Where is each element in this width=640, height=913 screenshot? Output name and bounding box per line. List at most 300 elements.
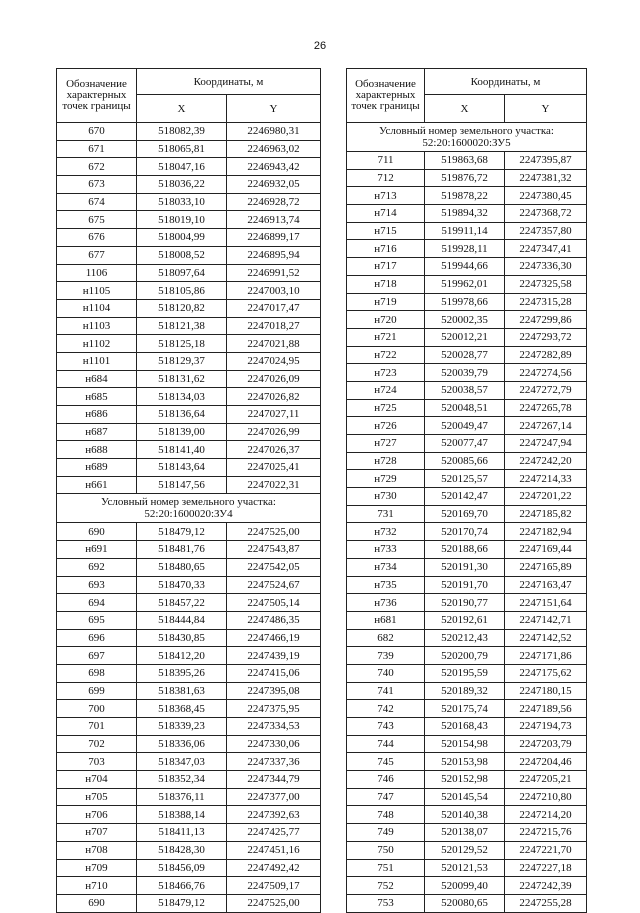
x-coordinate-cell: 518336,06 — [137, 735, 227, 753]
x-coordinate-cell: 518352,34 — [137, 771, 227, 789]
section-row — [57, 494, 321, 523]
x-coordinate-cell: 518047,16 — [137, 158, 227, 176]
y-coordinate-cell: 2247509,17 — [227, 877, 321, 895]
table-row — [57, 441, 321, 459]
point-id-cell: н1103 — [57, 317, 137, 335]
y-coordinate-cell: 2247439,19 — [227, 647, 321, 665]
table-row — [57, 140, 321, 158]
y-coordinate-cell: 2247357,80 — [505, 222, 587, 240]
y-coordinate-cell: 2247194,73 — [505, 718, 587, 736]
point-id-cell: 677 — [57, 246, 137, 264]
y-coordinate-cell: 2247344,79 — [227, 771, 321, 789]
point-id-cell: 682 — [347, 629, 425, 647]
y-coordinate-cell: 2247151,64 — [505, 594, 587, 612]
land-plot-number: Условный номер земельного участка: 52:20:1600020:ЗУ4 — [57, 494, 321, 523]
page-number: 26 — [313, 40, 327, 52]
table-row — [347, 399, 587, 417]
x-coordinate-cell: 518368,45 — [137, 700, 227, 718]
x-coordinate-cell: 520200,79 — [425, 647, 505, 665]
y-coordinate-cell: 2247201,22 — [505, 488, 587, 506]
table-row — [57, 193, 321, 211]
point-id-cell: 673 — [57, 176, 137, 194]
point-id-cell: 671 — [57, 140, 137, 158]
point-id-cell: н728 — [347, 452, 425, 470]
point-id-cell: н721 — [347, 328, 425, 346]
point-id-cell: н725 — [347, 399, 425, 417]
y-coordinate-cell: 2247221,70 — [505, 841, 587, 859]
table-row — [57, 335, 321, 353]
table-row — [347, 275, 587, 293]
point-id-cell: н722 — [347, 346, 425, 364]
point-id-cell: 693 — [57, 576, 137, 594]
x-coordinate-cell: 520077,47 — [425, 435, 505, 453]
table-row — [57, 877, 321, 895]
y-column-header: Y — [505, 95, 587, 123]
y-coordinate-cell: 2247024,95 — [227, 352, 321, 370]
y-coordinate-cell: 2247425,77 — [227, 824, 321, 842]
point-id-cell: н729 — [347, 470, 425, 488]
point-id-cell: н1101 — [57, 352, 137, 370]
point-id-cell: н723 — [347, 364, 425, 382]
point-id-cell: н732 — [347, 523, 425, 541]
y-coordinate-cell: 2247025,41 — [227, 459, 321, 477]
table-row — [57, 459, 321, 477]
y-coordinate-cell: 2247337,36 — [227, 753, 321, 771]
x-coordinate-cell: 518395,26 — [137, 664, 227, 682]
x-coordinate-cell: 518143,64 — [137, 459, 227, 477]
y-column-header: Y — [227, 95, 321, 123]
x-coordinate-cell: 520192,61 — [425, 611, 505, 629]
point-id-cell: 751 — [347, 859, 425, 877]
point-id-cell: 742 — [347, 700, 425, 718]
point-id-cell: н709 — [57, 859, 137, 877]
table-row — [57, 841, 321, 859]
y-coordinate-cell: 2247486,35 — [227, 611, 321, 629]
x-coordinate-cell: 520175,74 — [425, 700, 505, 718]
land-plot-number: Условный номер земельного участка: 52:20:1600020:ЗУ5 — [347, 123, 587, 152]
table-row — [347, 594, 587, 612]
y-coordinate-cell: 2247142,71 — [505, 611, 587, 629]
x-coordinate-cell: 520170,74 — [425, 523, 505, 541]
point-id-cell: н1104 — [57, 299, 137, 317]
table-row — [57, 629, 321, 647]
y-coordinate-cell: 2247026,09 — [227, 370, 321, 388]
x-coordinate-cell: 518347,03 — [137, 753, 227, 771]
point-id-cell: 692 — [57, 558, 137, 576]
x-coordinate-cell: 520191,70 — [425, 576, 505, 594]
point-id-cell: 744 — [347, 735, 425, 753]
table-row — [347, 894, 587, 912]
point-id-cell: 749 — [347, 824, 425, 842]
x-coordinate-cell: 518125,18 — [137, 335, 227, 353]
table-row — [347, 470, 587, 488]
table-row — [347, 417, 587, 435]
table-row — [347, 222, 587, 240]
point-id-cell: 712 — [347, 169, 425, 187]
y-coordinate-cell: 2247003,10 — [227, 282, 321, 300]
point-id-cell: н733 — [347, 541, 425, 559]
table-row — [347, 523, 587, 541]
point-id-cell: 701 — [57, 718, 137, 736]
x-coordinate-cell: 520168,43 — [425, 718, 505, 736]
point-id-cell: 695 — [57, 611, 137, 629]
y-coordinate-cell: 2247336,30 — [505, 258, 587, 276]
x-coordinate-cell: 518139,00 — [137, 423, 227, 441]
x-coordinate-cell: 519894,32 — [425, 205, 505, 223]
point-id-cell: 753 — [347, 894, 425, 912]
y-coordinate-cell: 2247180,15 — [505, 682, 587, 700]
y-coordinate-cell: 2247026,99 — [227, 423, 321, 441]
table-row — [347, 841, 587, 859]
y-coordinate-cell: 2247415,06 — [227, 664, 321, 682]
y-coordinate-cell: 2247171,86 — [505, 647, 587, 665]
x-coordinate-cell: 520195,59 — [425, 664, 505, 682]
table-row — [347, 169, 587, 187]
table-row — [57, 788, 321, 806]
x-coordinate-cell: 518479,12 — [137, 523, 227, 541]
section-row — [347, 123, 587, 152]
x-coordinate-cell: 518479,12 — [137, 894, 227, 912]
x-coordinate-cell: 518388,14 — [137, 806, 227, 824]
point-id-cell: 670 — [57, 123, 137, 141]
x-coordinate-cell: 519962,01 — [425, 275, 505, 293]
y-coordinate-cell: 2247215,76 — [505, 824, 587, 842]
table-row — [57, 370, 321, 388]
table-row — [57, 735, 321, 753]
table-row — [347, 381, 587, 399]
y-coordinate-cell: 2247255,28 — [505, 894, 587, 912]
point-id-cell: н685 — [57, 388, 137, 406]
table-row — [57, 211, 321, 229]
y-coordinate-cell: 2247368,72 — [505, 205, 587, 223]
y-coordinate-cell: 2246932,05 — [227, 176, 321, 194]
x-coordinate-cell: 518097,64 — [137, 264, 227, 282]
point-id-cell: 748 — [347, 806, 425, 824]
point-id-cell: н730 — [347, 488, 425, 506]
table-row — [57, 229, 321, 247]
point-id-cell: 676 — [57, 229, 137, 247]
x-coordinate-cell: 518376,11 — [137, 788, 227, 806]
x-coordinate-cell: 520048,51 — [425, 399, 505, 417]
point-id-cell: 694 — [57, 594, 137, 612]
x-coordinate-cell: 520188,66 — [425, 541, 505, 559]
point-id-cell: 1106 — [57, 264, 137, 282]
y-coordinate-cell: 2247380,45 — [505, 187, 587, 205]
y-coordinate-cell: 2247214,20 — [505, 806, 587, 824]
designation-header: Обозначение характерных точек границы — [57, 69, 137, 123]
x-coordinate-cell: 518456,09 — [137, 859, 227, 877]
x-coordinate-cell: 518033,10 — [137, 193, 227, 211]
y-coordinate-cell: 2247334,53 — [227, 718, 321, 736]
y-coordinate-cell: 2247381,32 — [505, 169, 587, 187]
point-id-cell: н714 — [347, 205, 425, 223]
y-coordinate-cell: 2247392,63 — [227, 806, 321, 824]
x-coordinate-cell: 518008,52 — [137, 246, 227, 264]
y-coordinate-cell: 2247524,67 — [227, 576, 321, 594]
y-coordinate-cell: 2247282,89 — [505, 346, 587, 364]
y-coordinate-cell: 2246991,52 — [227, 264, 321, 282]
y-coordinate-cell: 2247466,19 — [227, 629, 321, 647]
point-id-cell: н704 — [57, 771, 137, 789]
x-coordinate-cell: 518430,85 — [137, 629, 227, 647]
x-coordinate-cell: 520012,21 — [425, 328, 505, 346]
x-coordinate-cell: 518411,13 — [137, 824, 227, 842]
coordinates-table-right — [346, 68, 587, 913]
point-id-cell: 741 — [347, 682, 425, 700]
y-coordinate-cell: 2247142,52 — [505, 629, 587, 647]
point-id-cell: 745 — [347, 753, 425, 771]
table-row — [347, 311, 587, 329]
y-coordinate-cell: 2247165,89 — [505, 558, 587, 576]
y-coordinate-cell: 2247492,42 — [227, 859, 321, 877]
table-row — [347, 541, 587, 559]
designation-header: Обозначение характерных точек границы — [347, 69, 425, 123]
x-coordinate-cell: 520085,66 — [425, 452, 505, 470]
y-coordinate-cell: 2247185,82 — [505, 505, 587, 523]
point-id-cell: 672 — [57, 158, 137, 176]
y-coordinate-cell: 2247182,94 — [505, 523, 587, 541]
x-coordinate-cell: 520154,98 — [425, 735, 505, 753]
table-row — [347, 718, 587, 736]
x-coordinate-cell: 518129,37 — [137, 352, 227, 370]
x-coordinate-cell: 519876,72 — [425, 169, 505, 187]
x-coordinate-cell: 520190,77 — [425, 594, 505, 612]
table-row — [57, 406, 321, 424]
x-coordinate-cell: 518004,99 — [137, 229, 227, 247]
x-column-header: X — [425, 95, 505, 123]
table-row — [57, 299, 321, 317]
x-coordinate-cell: 518105,86 — [137, 282, 227, 300]
y-coordinate-cell: 2247272,79 — [505, 381, 587, 399]
table-row — [57, 664, 321, 682]
table-row — [57, 859, 321, 877]
table-row — [57, 576, 321, 594]
point-id-cell: 743 — [347, 718, 425, 736]
y-coordinate-cell: 2247026,82 — [227, 388, 321, 406]
table-row — [57, 423, 321, 441]
x-coordinate-cell: 518131,62 — [137, 370, 227, 388]
point-id-cell: н687 — [57, 423, 137, 441]
x-coordinate-cell: 518065,81 — [137, 140, 227, 158]
point-id-cell: н710 — [57, 877, 137, 895]
x-coordinate-cell: 520121,53 — [425, 859, 505, 877]
point-id-cell: н686 — [57, 406, 137, 424]
table-row — [347, 240, 587, 258]
table-row — [57, 771, 321, 789]
point-id-cell: н716 — [347, 240, 425, 258]
table-row — [347, 824, 587, 842]
point-id-cell: н726 — [347, 417, 425, 435]
x-coordinate-cell: 518480,65 — [137, 558, 227, 576]
point-id-cell: 674 — [57, 193, 137, 211]
point-id-cell: н719 — [347, 293, 425, 311]
y-coordinate-cell: 2247203,79 — [505, 735, 587, 753]
point-id-cell: н724 — [347, 381, 425, 399]
y-coordinate-cell: 2247214,33 — [505, 470, 587, 488]
x-coordinate-cell: 518457,22 — [137, 594, 227, 612]
table-row — [347, 700, 587, 718]
point-id-cell: 697 — [57, 647, 137, 665]
point-id-cell: н705 — [57, 788, 137, 806]
point-id-cell: 752 — [347, 877, 425, 895]
y-coordinate-cell: 2246895,94 — [227, 246, 321, 264]
y-coordinate-cell: 2247175,62 — [505, 664, 587, 682]
x-coordinate-cell: 518444,84 — [137, 611, 227, 629]
table-row — [347, 258, 587, 276]
point-id-cell: н1102 — [57, 335, 137, 353]
x-coordinate-cell: 520153,98 — [425, 753, 505, 771]
y-coordinate-cell: 2246963,02 — [227, 140, 321, 158]
y-coordinate-cell: 2247395,08 — [227, 682, 321, 700]
y-coordinate-cell: 2247265,78 — [505, 399, 587, 417]
point-id-cell: н706 — [57, 806, 137, 824]
point-id-cell: н688 — [57, 441, 137, 459]
table-row — [347, 435, 587, 453]
point-id-cell: н713 — [347, 187, 425, 205]
y-coordinate-cell: 2247169,44 — [505, 541, 587, 559]
point-id-cell: н684 — [57, 370, 137, 388]
x-coordinate-cell: 520140,38 — [425, 806, 505, 824]
table-row — [57, 352, 321, 370]
table-row — [347, 152, 587, 170]
table-row — [57, 123, 321, 141]
point-id-cell: н661 — [57, 476, 137, 494]
table-row — [57, 753, 321, 771]
y-coordinate-cell: 2247017,47 — [227, 299, 321, 317]
x-coordinate-cell: 520152,98 — [425, 771, 505, 789]
x-coordinate-cell: 518019,10 — [137, 211, 227, 229]
point-id-cell: 740 — [347, 664, 425, 682]
table-row — [347, 771, 587, 789]
table-row — [57, 541, 321, 559]
point-id-cell: н715 — [347, 222, 425, 240]
table-row — [347, 682, 587, 700]
y-coordinate-cell: 2247542,05 — [227, 558, 321, 576]
y-coordinate-cell: 2247267,14 — [505, 417, 587, 435]
y-coordinate-cell: 2247210,80 — [505, 788, 587, 806]
point-id-cell: 675 — [57, 211, 137, 229]
point-id-cell: 746 — [347, 771, 425, 789]
point-id-cell: 690 — [57, 523, 137, 541]
table-row — [57, 894, 321, 912]
point-id-cell: н691 — [57, 541, 137, 559]
x-coordinate-cell: 519944,66 — [425, 258, 505, 276]
x-coordinate-cell: 518481,76 — [137, 541, 227, 559]
point-id-cell: 699 — [57, 682, 137, 700]
point-id-cell: н708 — [57, 841, 137, 859]
table-row — [57, 282, 321, 300]
table-row — [347, 558, 587, 576]
table-row — [347, 187, 587, 205]
x-column-header: X — [137, 95, 227, 123]
point-id-cell: н734 — [347, 558, 425, 576]
table-row — [347, 647, 587, 665]
point-id-cell: н689 — [57, 459, 137, 477]
x-coordinate-cell: 518121,38 — [137, 317, 227, 335]
y-coordinate-cell: 2247395,87 — [505, 152, 587, 170]
table-row — [347, 452, 587, 470]
point-id-cell: 698 — [57, 664, 137, 682]
x-coordinate-cell: 519978,66 — [425, 293, 505, 311]
coordinates-header: Координаты, м — [137, 69, 321, 95]
table-row — [347, 346, 587, 364]
x-coordinate-cell: 520212,43 — [425, 629, 505, 647]
table-row — [347, 859, 587, 877]
table-row — [347, 806, 587, 824]
table-row — [347, 629, 587, 647]
y-coordinate-cell: 2247274,56 — [505, 364, 587, 382]
y-coordinate-cell: 2246943,42 — [227, 158, 321, 176]
y-coordinate-cell: 2246980,31 — [227, 123, 321, 141]
y-coordinate-cell: 2247247,94 — [505, 435, 587, 453]
x-coordinate-cell: 518412,20 — [137, 647, 227, 665]
x-coordinate-cell: 518339,23 — [137, 718, 227, 736]
y-coordinate-cell: 2247163,47 — [505, 576, 587, 594]
table-row — [57, 264, 321, 282]
y-coordinate-cell: 2247543,87 — [227, 541, 321, 559]
table-row — [57, 682, 321, 700]
point-id-cell: 702 — [57, 735, 137, 753]
x-coordinate-cell: 520145,54 — [425, 788, 505, 806]
x-coordinate-cell: 520125,57 — [425, 470, 505, 488]
point-id-cell: н1105 — [57, 282, 137, 300]
x-coordinate-cell: 518141,40 — [137, 441, 227, 459]
x-coordinate-cell: 518120,82 — [137, 299, 227, 317]
x-coordinate-cell: 520080,65 — [425, 894, 505, 912]
point-id-cell: 739 — [347, 647, 425, 665]
point-id-cell: 731 — [347, 505, 425, 523]
table-row — [347, 664, 587, 682]
table-row — [57, 176, 321, 194]
point-id-cell: н717 — [347, 258, 425, 276]
x-coordinate-cell: 519911,14 — [425, 222, 505, 240]
x-coordinate-cell: 518381,63 — [137, 682, 227, 700]
point-id-cell: н735 — [347, 576, 425, 594]
table-row — [347, 788, 587, 806]
table-row — [347, 293, 587, 311]
x-coordinate-cell: 520002,35 — [425, 311, 505, 329]
x-coordinate-cell: 518082,39 — [137, 123, 227, 141]
table-row — [347, 364, 587, 382]
table-row — [57, 246, 321, 264]
y-coordinate-cell: 2247204,46 — [505, 753, 587, 771]
table-row — [57, 476, 321, 494]
coordinates-header: Координаты, м — [425, 69, 587, 95]
x-coordinate-cell: 520049,47 — [425, 417, 505, 435]
x-coordinate-cell: 520191,30 — [425, 558, 505, 576]
point-id-cell: н681 — [347, 611, 425, 629]
x-coordinate-cell: 518428,30 — [137, 841, 227, 859]
y-coordinate-cell: 2247189,56 — [505, 700, 587, 718]
table-row — [347, 205, 587, 223]
y-coordinate-cell: 2247525,00 — [227, 894, 321, 912]
y-coordinate-cell: 2247021,88 — [227, 335, 321, 353]
point-id-cell: 700 — [57, 700, 137, 718]
y-coordinate-cell: 2247027,11 — [227, 406, 321, 424]
y-coordinate-cell: 2247242,39 — [505, 877, 587, 895]
x-coordinate-cell: 520129,52 — [425, 841, 505, 859]
table-row — [347, 576, 587, 594]
y-coordinate-cell: 2246899,17 — [227, 229, 321, 247]
table-row — [347, 505, 587, 523]
y-coordinate-cell: 2247375,95 — [227, 700, 321, 718]
x-coordinate-cell: 518147,56 — [137, 476, 227, 494]
table-row — [347, 328, 587, 346]
point-id-cell: н727 — [347, 435, 425, 453]
table-row — [57, 718, 321, 736]
table-row — [57, 611, 321, 629]
y-coordinate-cell: 2247026,37 — [227, 441, 321, 459]
